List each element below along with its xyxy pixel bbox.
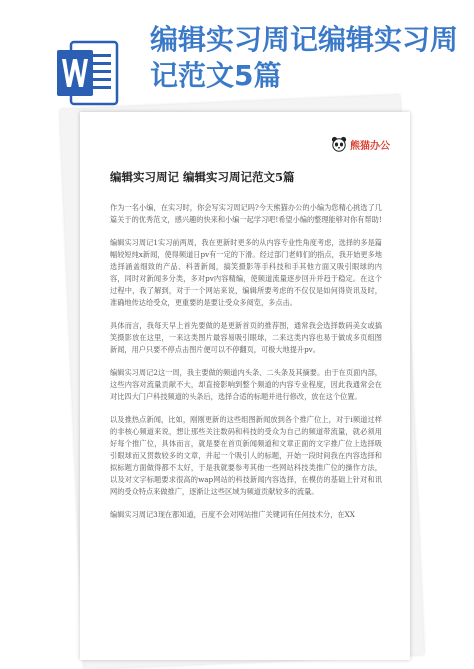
page-title: 编辑实习周记编辑实习周记范文5篇 [150, 23, 459, 92]
brand-logo [331, 136, 390, 152]
paragraph: 编辑实习周记3现在都知道，百度不会对网站推广关键词有任何技术分，在XX [110, 510, 355, 519]
paragraph: 作为一名小编，在实习时，你会写实习周记吗?今天熊猫办公的小编为您精心挑选了几篇关于的优秀范文，感兴趣的快来和小编一起学习吧!希望小编的整理能够对你有帮助! [110, 203, 382, 224]
document-title: 编辑实习周记 编辑实习周记范文5篇 [110, 170, 295, 184]
document-body [110, 202, 382, 532]
paragraph: 以及推热点新闻，比如，刚刚更新的这些组图新闻放到各个推广位上，对于i频道过样的非核心频道来说，想让那些关注数码和科技的受众为自己的频道带流量，就必须用好每个推广位，具体而言，就是要在首页新闻频道和文章正面的文字推广位上选择吸引眼球而又贯数较多的文章，并起一个吸引人的标题，开始一段时间我在内容选择和拟标题方面做得都不太好，于是我就要参考其他一些网站科技类推广位的操作方法，以及对文字标题要求很高的wap网站的科技新闻内容选择，在模仿的基础上针对和讯网的受众特点来做推广，逐渐让这些区域为频道贡献较多的流量。 [110, 415, 382, 496]
document-preview [80, 112, 410, 660]
word-document-icon [57, 40, 119, 106]
brand-name: 熊猫办公 [350, 140, 390, 152]
panda-icon [331, 136, 347, 152]
paragraph: 编辑实习周记1实习前两周，我在更新时更多的从内容专业性角度考虑，选择的多是篇幅较短纯x新闻，使得频道日pv有一定的下滑。经过部门老师们的指点，我开始更多地选择涵盖细致的产品、科普新闻，搞笑摄影等手科技和手其他方面又吸引眼球的内容，同时对新闻多分类，多对pv内容精编，使频道流量逐步回升并趋于稳定。在这个过程中，我了解到，对于一个网站来说，编辑所要考虑的不仅仅是如何得资讯及时，准确地传达给受众，更重要的是要让受众多阅览，多点击。 [110, 238, 382, 307]
paragraph: 编辑实习周记2这一周，我主要做的频道内头条、二头条及其摘要。由于在页面内部，这些内容对流量贡献不大，却直接影响到整个频道的内容专业程度，因此我通常会在对比四大门户科技频道的头条后，选择合适的标题并进行修改，放在这个位置。 [110, 368, 382, 401]
paragraph: 具体而言，我每天早上首先要做的是更新首页的推荐图，通常我会选择数码美女或搞笑摄影放在这里，一来这类图片最容易吸引眼球，二来这类内容也易于做成多页组图新闻，用户只要不停点击图片便可以不停翻页，可极大地提升pv。 [110, 321, 382, 354]
